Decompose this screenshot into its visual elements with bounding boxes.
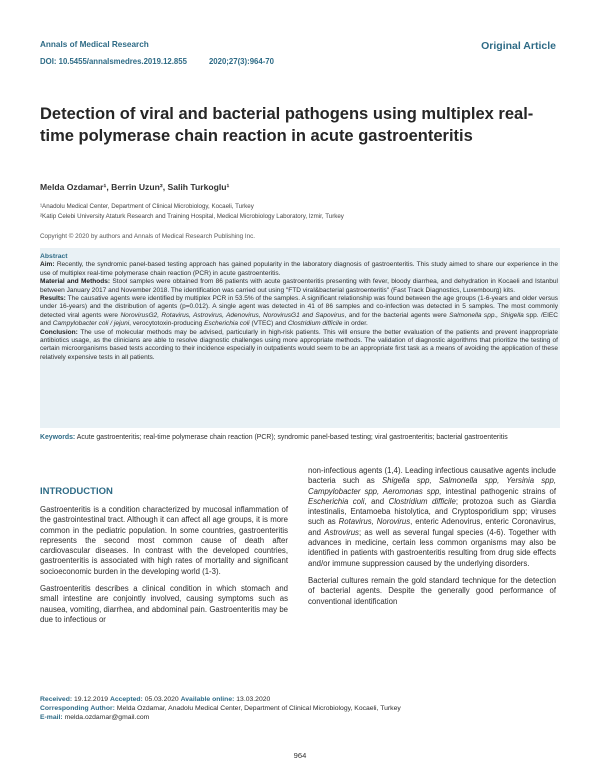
affiliation-1: ¹Anadolu Medical Center, Department of Clinical Microbiology, Kocaeli, Turkey [40, 203, 254, 210]
introduction-heading: INTRODUCTION [40, 486, 113, 497]
abstract-methods: Material and Methods: Stool samples were obtained from 86 patients with acute gastroenteritis presenting with fever, bloody diarrhea, and dehydration in Kocaeli and Istanbul between January 2017 and November 2018. The identification was carried out using "FTD viral&bacterial gastroenteritis" (Fast Track Diagnostics, Luxembourg) kits. [40, 278, 558, 294]
keywords: Keywords: Acute gastroenteritis; real-time polymerase chain reaction (PCR); syndromic panel-based testing; viral gastroenteritis; bacterial gastroenteritis [40, 434, 508, 441]
intro-paragraph-2: Gastroenteritis describes a clinical condition in which stomach and small intestine are conjointly involved, causing symptoms such as nausea, vomiting, diarrhea, and abdominal pain. Gastroenteritis may be due to infectious or [40, 584, 288, 624]
left-column [40, 505, 288, 632]
dates-line: Received: 19.12.2019 Accepted: 05.03.2020 Available online: 13.03.2020 [40, 696, 271, 703]
intro-paragraph-3: non-infectious agents (1,4). Leading infectious causative agents include bacteria such as Shigella spp, Salmonella spp, Yersinia spp, Campylobacter spp, Aeromonas spp, intestinal pathogenic strains of Escherichia coli, and Clostridium difficile; protozoa such as Giardia intestinalis, Entamoeba histolytica, and Cryptosporidium spp; viruses such as Rotavirus, Norovirus, enteric Adenovirus, enteric Coronavirus, and Astrovirus; as well as several fungal species (4-6). Together with advances in medicine, certain less common organisms may also be identified in patients with gastroenteritis resulting from drug side effects and/or immune suppression caused by the underlying disorders. [308, 466, 557, 568]
page-number: 964 [293, 751, 307, 760]
article-type: Original Article [481, 40, 556, 52]
citation: 2020;27(3):964-70 [208, 57, 274, 66]
journal-name: Annals of Medical Research [40, 40, 149, 49]
email-line: E-mail: melda.ozdamar@gmail.com [40, 713, 150, 721]
right-column [308, 466, 556, 614]
intro-paragraph-1: Gastroenteritis is a condition characterized by mucosal inflammation of the gastrointestinal tract. Although it can affect all age groups, it is more common in the pediatric population. In some countries, gastroenteritis represents the second most common cause of death after cardiovascular diseases. In contrast with the developed countries, gastroenteritis is associated with high rates of mortality and significant socioeconomic burden in the developing world (1-3). [40, 505, 288, 576]
abstract-heading: Abstract [40, 253, 68, 260]
doi-line [40, 57, 274, 66]
affiliation-2: ²Katip Celebi University Ataturk Research and Training Hospital, Medical Microbiology Laboratory, Izmir, Turkey [40, 213, 344, 220]
article-title: Detection of viral and bacterial pathogens using multiplex real-time polymerase chain reaction in acute gastroenteritis [40, 105, 534, 145]
abstract-conclusion: Conclusion: The use of molecular methods may be advised, particularly in high-risk patients. This will ensure the better evaluation of the patients and prevent inappropriate antibiotics usage, as the clinicians are able to resolve diagnostic challenges using more appropriate methods. The validation of diagnostic algorithms that prioritize the testing of certain microorganisms based tests according to their incidence especially in outpatients would seem to be an appropriate first task as a means of avoiding the application of these relatively expensive tests in all patients. [40, 328, 558, 361]
copyright: Copyright © 2020 by authors and Annals of Medical Research Publishing Inc. [40, 233, 256, 240]
intro-paragraph-4: Bacterial cultures remain the gold standard technique for the detection of bacterial agents. Despite the generally good performance of conventional identification [308, 575, 556, 606]
abstract-aim: Aim: Recently, the syndromic panel-based testing approach has gained popularity in the laboratory diagnosis of gastroenteritis. This study aimed to share our experience in the use of multiplex real-time polymerase chain reaction (PCR) in acute gastroenteritis. [40, 261, 558, 277]
corresponding-author: Corresponding Author: Melda Ozdamar, Anadolu Medical Center, Department of Clinical Microbiology, Kocaeli, Turkey [40, 704, 401, 712]
article-footer [40, 696, 560, 723]
email-link[interactable]: melda.ozdamar@gmail.com [64, 713, 150, 721]
abstract [40, 253, 558, 362]
abstract-results: Results: The causative agents were identified by multiplex PCR in 53.5% of the samples. A significant relationship was found between the age groups (1-6-years and older versus under 16-years) and the distribution of agents (p=0.012). A single agent was detected in 41 of 86 samples and co-infection was detected in 5 samples. The most commonly detected viral agents were NorovirusG2, Rotavirus, Astrovirus, Adenovirus, NorovirusG1 and Sapovirus, and for the bacterial agents were Salmonella spp., Shigella spp. /EIEC and Campylobacter coli / jejuni, verocytotoxin-producing Escherichia coli (VTEC) and Clostridium difficile in order. [40, 295, 559, 328]
authors: Melda Ozdamar¹, Berrin Uzun², Salih Turkoglu¹ [40, 182, 230, 192]
doi[interactable]: DOI: 10.5455/annalsmedres.2019.12.855 [40, 57, 187, 66]
